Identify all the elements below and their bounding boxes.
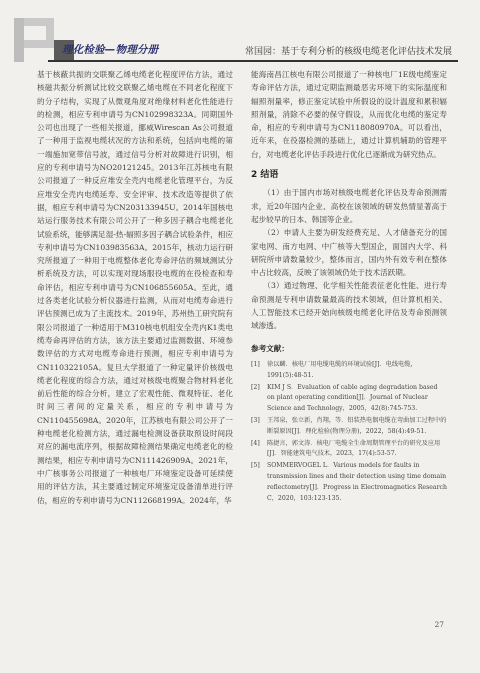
reference-text: 徐以麟．核电厂用电缆电缆的环境试验[J]．电线电缆，1991(5):48-51. — [267, 360, 417, 379]
reference-text: 王邦泉，张立新，肖翔，等．铅装热电偶电缆在弯曲加工过程中的断裂原因[J]．理化检验(物理分册)，2022，58(4):49-51. — [267, 416, 447, 435]
page-number: 27 — [434, 620, 444, 629]
page-header — [0, 18, 480, 70]
reference-item — [251, 383, 447, 415]
conclusion-paragraph: （2）申请人主要为研发经费充足、人才储备充分的国家电网、南方电网、中广核等大型国企，面国内大学、科研院所申请数量较少，整体而言，国内外有效专利在整体中占比较高，反映了该领域仍处于技术活跃期。 — [251, 228, 447, 278]
reference-item — [251, 360, 447, 382]
reference-number: [1] — [251, 360, 260, 368]
body-paragraph: 基于核蔽共振的交联聚乙烯电缆老化程度评估方法，通过核磁共振分析测试比较交联聚乙烯电缆在不同老化程度下的分子结构，实现了从微观角度对绝缘材料老化性能进行的检测，相应专利申请号为CN102998323A。同期国外公司也出现了一些相关报道，挪威Wirescan As公司报道了一种用于监视电缆状况的方法和系统，包括向电缆的第一端施加宽带信号波，通过信号分析对故障进行识别，相应的专利申请号为NO20121245。2013年江苏核电有限公司报道了一种反应堆安全壳内电缆老化管理平台，为反应堆安全壳内电缆延寿、安全评审、技术改造等提供了依据，相应专利申请号为CN203133945U。2014年国核电站运行服务技术有限公司公开了一种多因子耦合电缆老化试验系统，能够满足湿-热-辐照多因子耦合试验条件，相应专利申请号为CN103983563A。2015年，核动力运行研究所报道了一种用于电缆整体老化寿命评估的频域测试分析系统及方法，可以实现对现场服役电缆的在役检查和寿命评估，相应专利申请号为CN106855605A。至此，通过各类老化试验分析仪器进行监测，从而对电缆寿命进行评估预测已成为了主流技术。2019年，苏州热工研究院有限公司报道了一种适用于M310核电机组安全壳内K1类电缆寿命再评估的方法，该方法主要通过监测数据、环境参数评估的方式对电缆寿命进行预测，相应专利申请号为CN110322105A。复旦大学报道了一种定量评价核级电缆老化程度的综合方法，通过对核级电缆聚合物材料老化前后性能的综合分析，建立了宏观性能、微观特征、老化时间三者间的定量关系，相应的专利申请号为CN110455698A。2020年，江苏核电有限公司公开了一种电缆老化检测方法，通过漏电检测设备获取预设时间段对应的漏电流序列，根据故障检测结果确定电缆老化的检测结果，相应专利申请号为CN111426909A。2021年，中广核事务公司报道了一种核电厂环境鉴定设备可延续使用的评估方法，其主要通过制定环境鉴定设备清单进行评估，相应的专利申请号为CN112668199A。2024年，华 — [37, 70, 233, 505]
reference-number: [5] — [251, 462, 260, 470]
reference-number: [2] — [251, 383, 260, 391]
conclusion-paragraph: （3）通过物理、化学相关性能表征老化性能、进行寿命预测是专利申请数量最高的技术领域，但计算机相关、人工智能技术已经开始向核级电缆老化评估及寿命预测领域渗透。 — [251, 281, 447, 331]
body-paragraph: 能海南昌江核电有限公司报道了一种核电厂1E级电缆鉴定寿命评估方法，通过定期监测最恶劣环境下的实际温度和辐照剂量率，修正鉴定试验中所假设的设计温度和累积辐照剂量，消除不必要的保守假设，从而优化电缆的鉴定寿命，相应的专利申请号为CN118080970A。可以看出，近年来，在役器检测的基础上，通过计算机辅助的管理平台，对电缆老化评估手段进行优化已逐渐成为研究热点。 — [251, 70, 447, 159]
reference-number: [4] — [251, 439, 260, 447]
journal-brand: 理化检验—物理分册 — [62, 44, 159, 56]
reference-text: KIM J S．Evaluation of cable aging degradation based on plant operating condition[J]．Journal of Nuclear Science and Technology，2005，42(8):745-753. — [267, 383, 438, 413]
reference-item — [251, 416, 447, 438]
section-heading: 2 结语 — [251, 170, 279, 181]
right-column — [251, 68, 447, 505]
running-title: 常国园：基于专利分析的核级电缆老化评估技术发展 — [244, 47, 452, 57]
conclusion-paragraph: （1）由于国内市场对核级电缆老化评估及寿命预测需求，近20年国内企业、高校在该领域的研发热情显著高于起步较早的日本、韩国等企业。 — [251, 188, 447, 224]
reference-text: 陈捷言，郭文涛．核电厂电缆全生命周期管理平台的研究及应用[J]．智能建筑电气技术，2023，17(4):53-57. — [267, 439, 441, 458]
header-rule — [48, 60, 458, 62]
reference-item — [251, 461, 447, 504]
left-column — [37, 68, 233, 507]
reference-number: [3] — [251, 416, 260, 424]
reference-text: SOMMERVOGEL L．Various models for faults in transmission lines and their detection using time domain reflectometry[J]．Progress in Electromagnetics Research C，2020，103:123-135. — [267, 462, 448, 502]
references-heading: 参考文献： — [251, 343, 289, 353]
reference-item — [251, 439, 447, 461]
